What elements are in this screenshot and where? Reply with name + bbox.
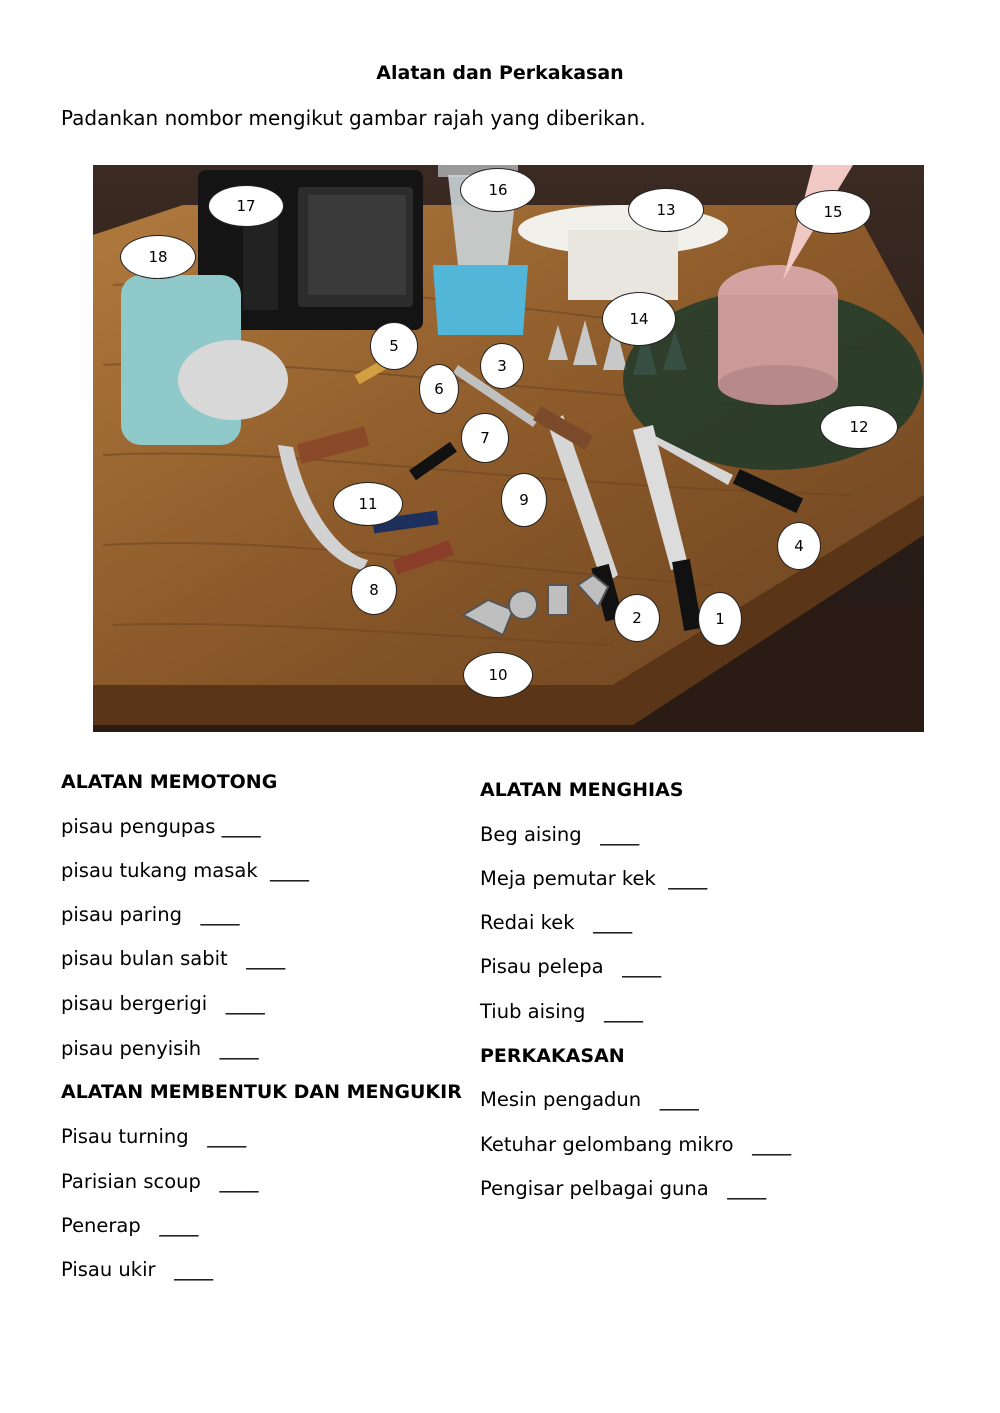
- cutting-item: pisau penyisih ____: [61, 1037, 259, 1060]
- label-bubble-8: 8: [351, 565, 397, 615]
- label-bubble-9: 9: [501, 473, 547, 527]
- label-bubble-14: 14: [602, 292, 676, 346]
- decorating-item: Pisau pelepa ____: [480, 955, 662, 978]
- cutting-item: pisau pengupas ____: [61, 815, 261, 838]
- label-bubble-7: 7: [461, 413, 509, 463]
- cutting-item: pisau paring ____: [61, 903, 240, 926]
- heading-decorating-tools: ALATAN MENGHIAS: [480, 779, 684, 801]
- decorating-item: Beg aising ____: [480, 823, 640, 846]
- label-bubble-13: 13: [628, 188, 704, 232]
- label-bubble-3: 3: [480, 343, 524, 389]
- label-bubble-2: 2: [614, 594, 660, 642]
- label-bubble-1: 1: [698, 592, 742, 646]
- shaping-item: Pisau turning ____: [61, 1125, 247, 1148]
- heading-cutting-tools: ALATAN MEMOTONG: [61, 771, 278, 793]
- label-bubble-6: 6: [419, 364, 459, 414]
- label-bubble-16: 16: [460, 168, 536, 212]
- table-scene-art: [93, 165, 924, 732]
- label-bubble-5: 5: [370, 322, 418, 370]
- label-bubble-15: 15: [795, 190, 871, 234]
- decorating-item: Redai kek ____: [480, 911, 633, 934]
- cutting-item: pisau bergerigi ____: [61, 992, 265, 1015]
- label-bubble-11: 11: [333, 482, 403, 526]
- equipment-item: Mesin pengadun ____: [480, 1088, 699, 1111]
- shaping-item: Parisian scoup ____: [61, 1170, 259, 1193]
- cutting-item: pisau tukang masak ____: [61, 859, 310, 882]
- equipment-item: Ketuhar gelombang mikro ____: [480, 1133, 792, 1156]
- label-bubble-4: 4: [777, 522, 821, 570]
- page-title: Alatan dan Perkakasan: [376, 62, 624, 84]
- label-bubble-18: 18: [120, 235, 196, 279]
- label-bubble-10: 10: [463, 652, 533, 698]
- kitchen-tools-illustration: [93, 165, 924, 732]
- cutting-item: pisau bulan sabit ____: [61, 947, 286, 970]
- decorating-item: Meja pemutar kek ____: [480, 867, 708, 890]
- heading-shaping-tools: ALATAN MEMBENTUK DAN MENGUKIR: [61, 1081, 462, 1103]
- shaping-item: Penerap ____: [61, 1214, 199, 1237]
- label-bubble-17: 17: [208, 185, 284, 227]
- decorating-item: Tiub aising ____: [480, 1000, 643, 1023]
- label-bubble-12: 12: [820, 405, 898, 449]
- shaping-item: Pisau ukir ____: [61, 1258, 214, 1281]
- instruction-text: Padankan nombor mengikut gambar rajah yang diberikan.: [61, 106, 646, 130]
- equipment-item: Pengisar pelbagai guna ____: [480, 1177, 767, 1200]
- heading-equipment: PERKAKASAN: [480, 1045, 625, 1067]
